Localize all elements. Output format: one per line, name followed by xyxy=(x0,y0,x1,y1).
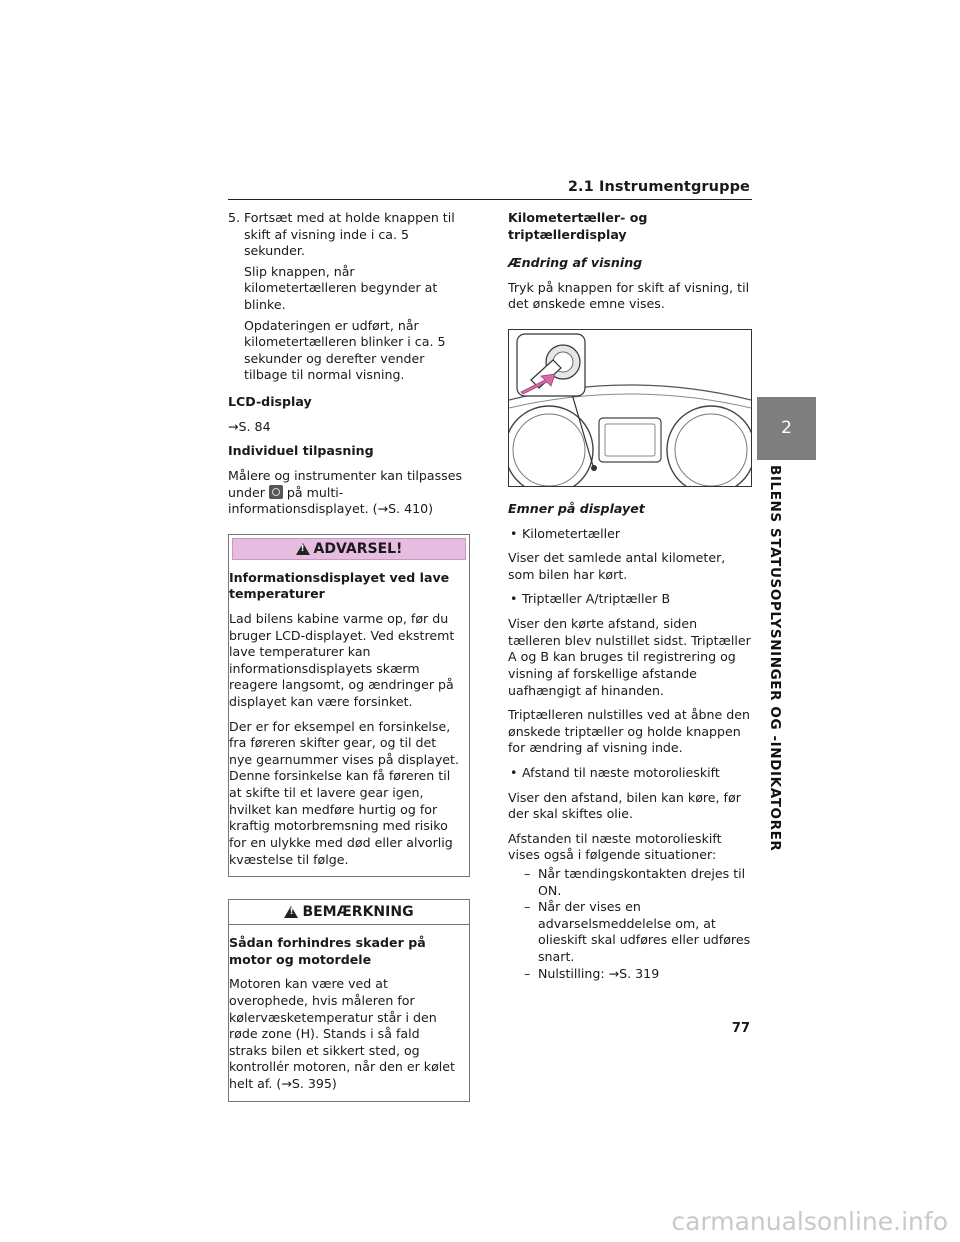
right-column xyxy=(508,210,752,982)
bullet-odometer xyxy=(508,526,752,543)
dash-item xyxy=(524,866,752,899)
bullet-dot: • xyxy=(510,591,518,607)
oil-change-text: Viser den afstand, bilen kan køre, før der skal skiftes olie. xyxy=(508,789,741,822)
notice-box xyxy=(228,899,470,1101)
dash-item xyxy=(524,899,752,965)
chapter-number-tab: 2 xyxy=(757,397,816,460)
bullet-oil-change-label: Afstand til næste motorolieskift xyxy=(522,764,720,780)
oil-change-situations-text: Afstanden til næste motorolieskift vises også i følgende situationer: xyxy=(508,830,722,863)
custom-paragraph xyxy=(228,468,470,518)
custom-heading: Individuel tilpasning xyxy=(228,443,374,459)
tripmeter-text: Viser den kørte afstand, siden tælleren blev nulstillet sidst. Triptæller A og B kan bruges til registrering og visning af forskellige afstande uafhængigt af hinanden. xyxy=(508,616,751,698)
instrument-cluster-drawing xyxy=(509,330,751,486)
warning-body xyxy=(229,560,469,876)
warning-triangle-icon xyxy=(296,543,310,555)
notice-paragraph: Motoren kan være ved at overophede, hvis måleren for kølervæsketemperatur står i den røde zone (H). Stands i så fald straks bilen et sikkert sted, og kontrollér motoren, når den er kølet helt af. (→S. 395) xyxy=(229,976,455,1091)
header-divider xyxy=(228,199,752,200)
custom-text-a: Målere og instrumenter kan tilpasses under xyxy=(228,467,463,500)
bullet-dot: • xyxy=(510,764,518,780)
change-view-subheading: Ændring af visning xyxy=(508,255,643,271)
step-text: Fortsæt med at holde knappen til skift af visning inde i ca. 5 sekunder. xyxy=(244,210,455,259)
bullet-oil-change xyxy=(508,765,752,782)
bullet-dot: • xyxy=(510,525,518,541)
odometer-heading: Kilometertæller- og triptællerdisplay xyxy=(508,210,648,242)
dash-mark: – xyxy=(524,899,531,915)
settings-icon xyxy=(269,485,283,499)
notice-title: BEMÆRKNING xyxy=(302,903,414,920)
step-number: 5. xyxy=(228,210,241,225)
step-5-release: Slip knappen, når kilometertælleren begynder at blinke. xyxy=(244,263,438,313)
warning-paragraph-1: Lad bilens kabine varme op, før du bruger LCD-displayet. Ved ekstremt lave temperaturer kan informationsdisplayets skærm reagere langsomt, og ændringer på displayet kan være forsinket. xyxy=(229,610,455,710)
page-number: 77 xyxy=(731,1021,750,1036)
notice-triangle-icon xyxy=(284,906,298,918)
dash-text-2: Når der vises en advarselsmeddelelse om, at olieskift skal udføres eller udføres snart. xyxy=(538,899,751,965)
change-view-text: Tryk på knappen for skift af visning, til det ønskede emne vises. xyxy=(508,279,750,312)
lcd-reference[interactable]: →S. 84 xyxy=(228,418,271,434)
display-items-subheading: Emner på displayet xyxy=(508,501,645,517)
custom-text-b: på multi-informationsdisplayet. (→S. 410) xyxy=(228,484,434,517)
section-header: 2.1 Instrumentgruppe xyxy=(567,179,750,195)
tripmeter-reset-text: Triptælleren nulstilles ved at åbne den ønskede triptæller og holde knappen for ændring af visning inde. xyxy=(508,707,750,756)
notice-body xyxy=(229,925,469,1100)
lcd-heading: LCD-display xyxy=(228,394,312,410)
left-column xyxy=(228,210,470,1102)
dash-text-1: Når tændingskontakten drejes til ON. xyxy=(538,866,746,898)
dash-item[interactable] xyxy=(524,966,752,983)
step-5 xyxy=(228,210,470,260)
dash-mark: – xyxy=(524,965,531,981)
warning-paragraph-2: Der er for eksempel en forsinkelse, fra føreren skifter gear, og til det nye gearnummer vises på displayet. Denne forsinkelse kan få føreren til at skifte til et lavere gear igen, hvilket kan medføre hurtig og for kraftig motorbremsning med risiko for en ulykke med død eller alvorlig kvæstelse til følge. xyxy=(229,718,459,867)
bullet-tripmeter-label: Triptæller A/triptæller B xyxy=(522,591,671,607)
bullet-tripmeter xyxy=(508,591,752,608)
warning-header xyxy=(232,538,466,560)
odometer-text: Viser det samlede antal kilometer, som bilen har kørt. xyxy=(508,550,726,582)
warning-title: ADVARSEL! xyxy=(313,540,403,557)
instrument-cluster-illustration xyxy=(508,329,752,487)
chapter-title-vertical: BILENS STATUSOPLYSNINGER OG -INDIKATORER xyxy=(766,465,783,852)
notice-heading: Sådan forhindres skader på motor og motordele xyxy=(229,935,426,967)
step-5-complete: Opdateringen er udført, når kilometertælleren blinker i ca. 5 sekunder og derefter vender tilbage til normal visning. xyxy=(244,317,446,383)
dash-text-3[interactable]: Nulstilling: →S. 319 xyxy=(538,965,660,981)
warning-heading: Informationsdisplayet ved lave temperaturer xyxy=(229,569,450,602)
watermark: carmanualsonline.info xyxy=(671,1207,948,1236)
notice-header xyxy=(229,900,469,925)
warning-box xyxy=(228,534,470,877)
dash-mark: – xyxy=(524,866,531,882)
bullet-odometer-label: Kilometertæller xyxy=(522,525,621,541)
